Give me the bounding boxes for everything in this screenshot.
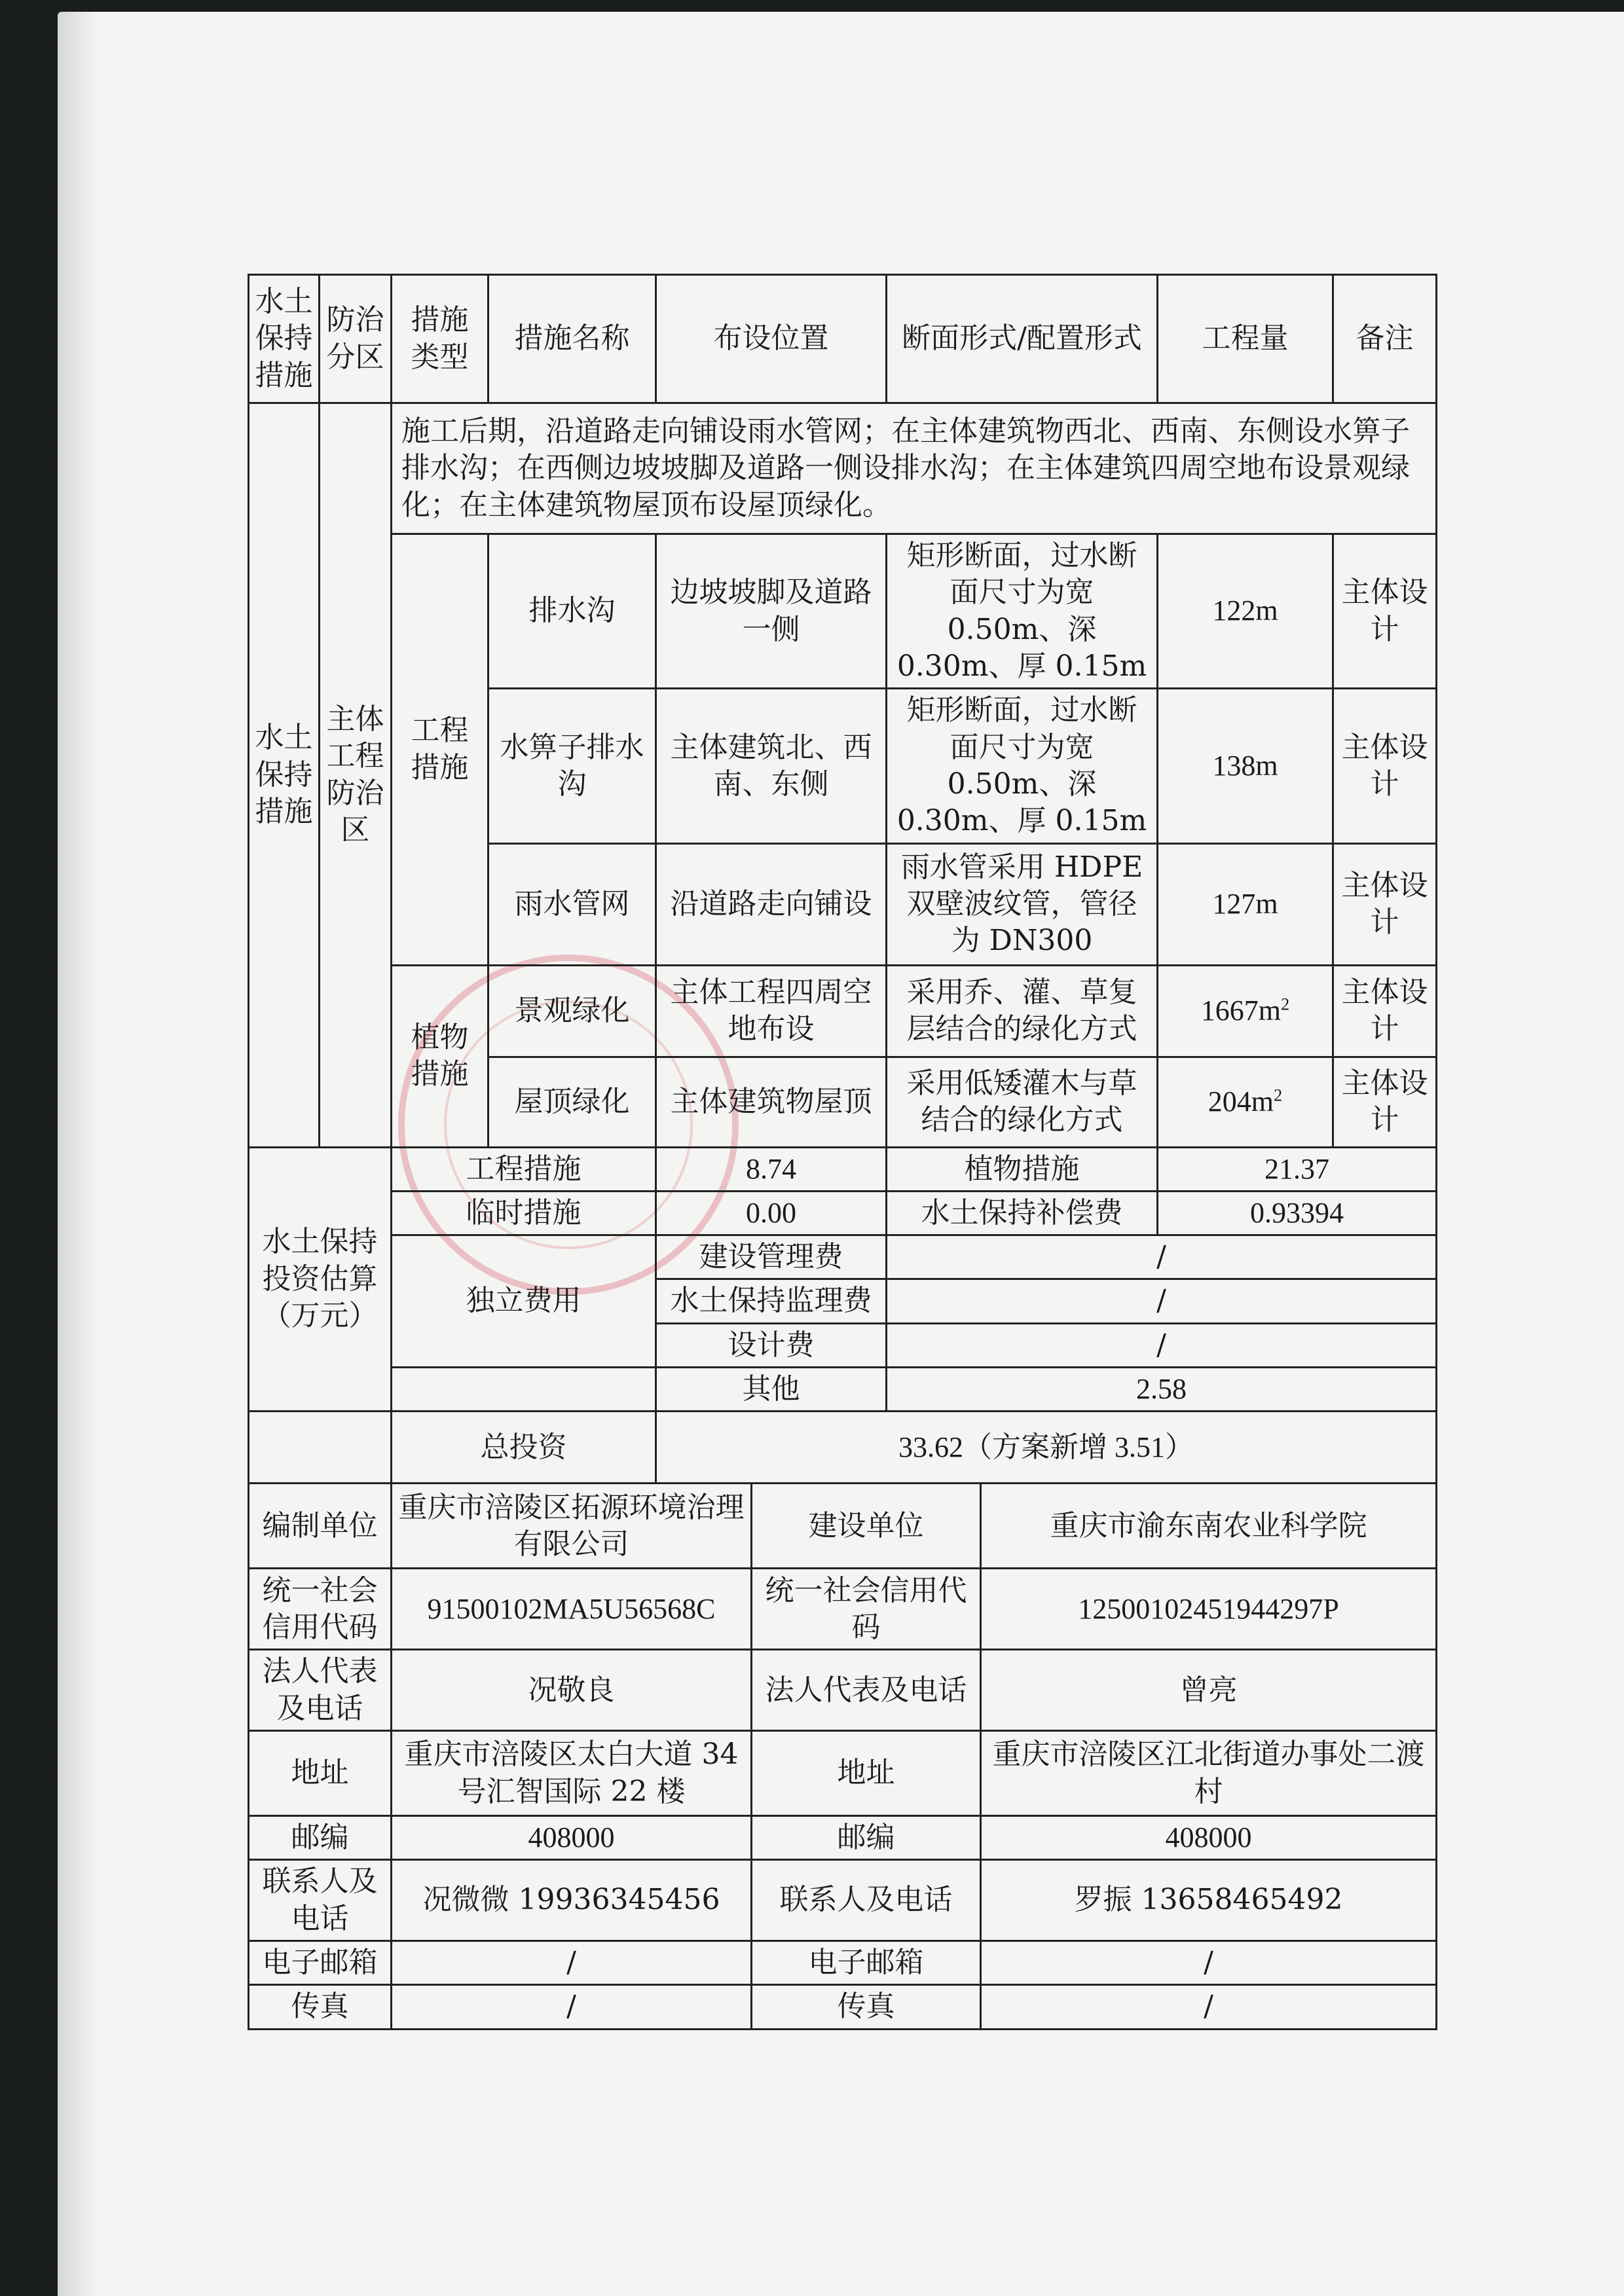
legal-rep-label: 法人代表及电话: [249, 1650, 392, 1731]
measure-location: 主体建筑北、西南、东侧: [656, 689, 887, 843]
compensation-fee-value: 0.93394: [1158, 1191, 1437, 1235]
measure-form: 采用低矮灌木与草结合的绿化方式: [887, 1057, 1158, 1147]
measure-name: 景观绿化: [489, 965, 656, 1057]
measure-quantity: 127m: [1158, 843, 1333, 965]
contact-person-label: 联系人及电话: [249, 1860, 392, 1941]
header-row: [249, 275, 1437, 403]
independent-item-name: 设计费: [656, 1323, 887, 1367]
zone-label: 主体工程防治区: [320, 403, 392, 1148]
postcode-label: 邮编: [752, 1816, 981, 1860]
header-form: 断面形式/配置形式: [887, 275, 1158, 403]
header-location: 布设位置: [656, 275, 887, 403]
engineering-type-label: 工程措施: [392, 534, 489, 966]
email-value: /: [981, 1941, 1437, 1984]
measure-quantity: 122m: [1158, 534, 1333, 689]
independent-item-value: /: [887, 1279, 1437, 1323]
measures-overview: 施工后期，沿道路走向铺设雨水管网；在主体建筑物西北、西南、东侧设水箅子排水沟；在西侧边坡坡脚及道路一侧设排水沟；在主体建筑四周空地布设景观绿化；在主体建筑物屋顶布设屋顶绿化。: [392, 403, 1437, 534]
measure-note: 主体设计: [1333, 689, 1437, 843]
measure-form: 采用乔、灌、草复层结合的绿化方式: [887, 965, 1158, 1057]
independent-item-value: /: [887, 1235, 1437, 1279]
measure-name: 雨水管网: [489, 843, 656, 965]
investment-label: 水土保持投资估算（万元）: [249, 1147, 392, 1412]
measure-name: 水箅子排水沟: [489, 689, 656, 843]
investment-row: [249, 1235, 1437, 1279]
contact-row: [249, 1941, 1437, 1984]
builder-label: 建设单位: [752, 1484, 981, 1569]
independent-item-name: 其他: [656, 1368, 887, 1412]
contact-row: [249, 1816, 1437, 1860]
header-quantity: 工程量: [1158, 275, 1333, 403]
overview-row: [249, 403, 1437, 534]
postcode-value: 408000: [981, 1816, 1437, 1860]
total-investment-label: 总投资: [392, 1412, 656, 1484]
measure-location: 主体建筑物屋顶: [656, 1057, 887, 1147]
table-row: [249, 965, 1437, 1057]
builder-value: 重庆市渝东南农业科学院: [981, 1484, 1437, 1569]
measure-quantity: $204m^2$: [1158, 1057, 1333, 1147]
contact-row: [249, 1569, 1437, 1650]
plant-type-label: 植物措施: [392, 965, 489, 1147]
legal-rep-value: 况敬良: [392, 1650, 752, 1731]
engineering-cost-value: 8.74: [656, 1147, 887, 1191]
postcode-label: 邮编: [249, 1816, 392, 1860]
total-row: [249, 1412, 1437, 1484]
header-name: 措施名称: [489, 275, 656, 403]
investment-row: [249, 1191, 1437, 1235]
independent-item-name: 水土保持监理费: [656, 1279, 887, 1323]
binding-shadow: [58, 12, 97, 2296]
fax-label: 传真: [249, 1985, 392, 2029]
measure-location: 沿道路走向铺设: [656, 843, 887, 965]
address-value: 重庆市涪陵区太白大道 34 号汇智国际 22 楼: [392, 1731, 752, 1816]
section-label: 水土保持措施: [249, 403, 320, 1148]
contact-row: [249, 1985, 1437, 2029]
address-label: 地址: [752, 1731, 981, 1816]
credit-code-label: 统一社会信用代码: [249, 1569, 392, 1650]
contact-person-value: 罗振 13658465492: [981, 1860, 1437, 1941]
measure-form: 矩形断面，过水断面尺寸为宽 0.50m、深 0.30m、厚 0.15m: [887, 689, 1158, 843]
independent-cost-label: 独立费用: [392, 1235, 656, 1368]
measure-location: 主体工程四周空地布设: [656, 965, 887, 1057]
investment-row: [249, 1147, 1437, 1191]
fax-value: /: [392, 1985, 752, 2029]
contact-row: [249, 1484, 1437, 1569]
measure-quantity: $1667m^2$: [1158, 965, 1333, 1057]
plant-cost-label: 植物措施: [887, 1147, 1158, 1191]
compensation-fee-label: 水土保持补偿费: [887, 1191, 1158, 1235]
legal-rep-label: 法人代表及电话: [752, 1650, 981, 1731]
email-label: 电子邮箱: [249, 1941, 392, 1984]
measure-location: 边坡坡脚及道路一侧: [656, 534, 887, 689]
measure-form: 雨水管采用 HDPE 双壁波纹管，管径为 DN300: [887, 843, 1158, 965]
independent-item-value: 2.58: [887, 1368, 1437, 1412]
postcode-value: 408000: [392, 1816, 752, 1860]
temporary-cost-value: 0.00: [656, 1191, 887, 1235]
header-note: 备注: [1333, 275, 1437, 403]
measure-name: 排水沟: [489, 534, 656, 689]
measure-note: 主体设计: [1333, 965, 1437, 1057]
header-zone: 防治分区: [320, 275, 392, 403]
measure-note: 主体设计: [1333, 534, 1437, 689]
email-label: 电子邮箱: [752, 1941, 981, 1984]
measure-form: 矩形断面，过水断面尺寸为宽 0.50m、深 0.30m、厚 0.15m: [887, 534, 1158, 689]
credit-code-label: 统一社会信用代码: [752, 1569, 981, 1650]
header-measures: 水土保持措施: [249, 275, 320, 403]
contact-row: [249, 1731, 1437, 1816]
total-investment-value: 33.62（方案新增 3.51）: [656, 1412, 1437, 1484]
independent-item-value: /: [887, 1323, 1437, 1367]
address-value: 重庆市涪陵区江北街道办事处二渡村: [981, 1731, 1437, 1816]
legal-rep-value: 曾亮: [981, 1650, 1437, 1731]
measure-quantity: 138m: [1158, 689, 1333, 843]
compiler-label: 编制单位: [249, 1484, 392, 1569]
fax-value: /: [981, 1985, 1437, 2029]
header-type: 措施类型: [392, 275, 489, 403]
measure-note: 主体设计: [1333, 843, 1437, 965]
soil-conservation-table: [248, 274, 1437, 2030]
temporary-cost-label: 临时措施: [392, 1191, 656, 1235]
contact-row: [249, 1860, 1437, 1941]
compiler-value: 重庆市涪陵区拓源环境治理有限公司: [392, 1484, 752, 1569]
table-row: [249, 534, 1437, 689]
address-label: 地址: [249, 1731, 392, 1816]
measure-note: 主体设计: [1333, 1057, 1437, 1147]
credit-code-value: 91500102MA5U56568C: [392, 1569, 752, 1650]
contact-person-value: 况微微 19936345456: [392, 1860, 752, 1941]
independent-item-name: 建设管理费: [656, 1235, 887, 1279]
email-value: /: [392, 1941, 752, 1984]
fax-label: 传真: [752, 1985, 981, 2029]
engineering-cost-label: 工程措施: [392, 1147, 656, 1191]
contact-row: [249, 1650, 1437, 1731]
investment-row: [249, 1368, 1437, 1412]
measure-name: 屋顶绿化: [489, 1057, 656, 1147]
plant-cost-value: 21.37: [1158, 1147, 1437, 1191]
credit-code-value: 12500102451944297P: [981, 1569, 1437, 1650]
contact-person-label: 联系人及电话: [752, 1860, 981, 1941]
